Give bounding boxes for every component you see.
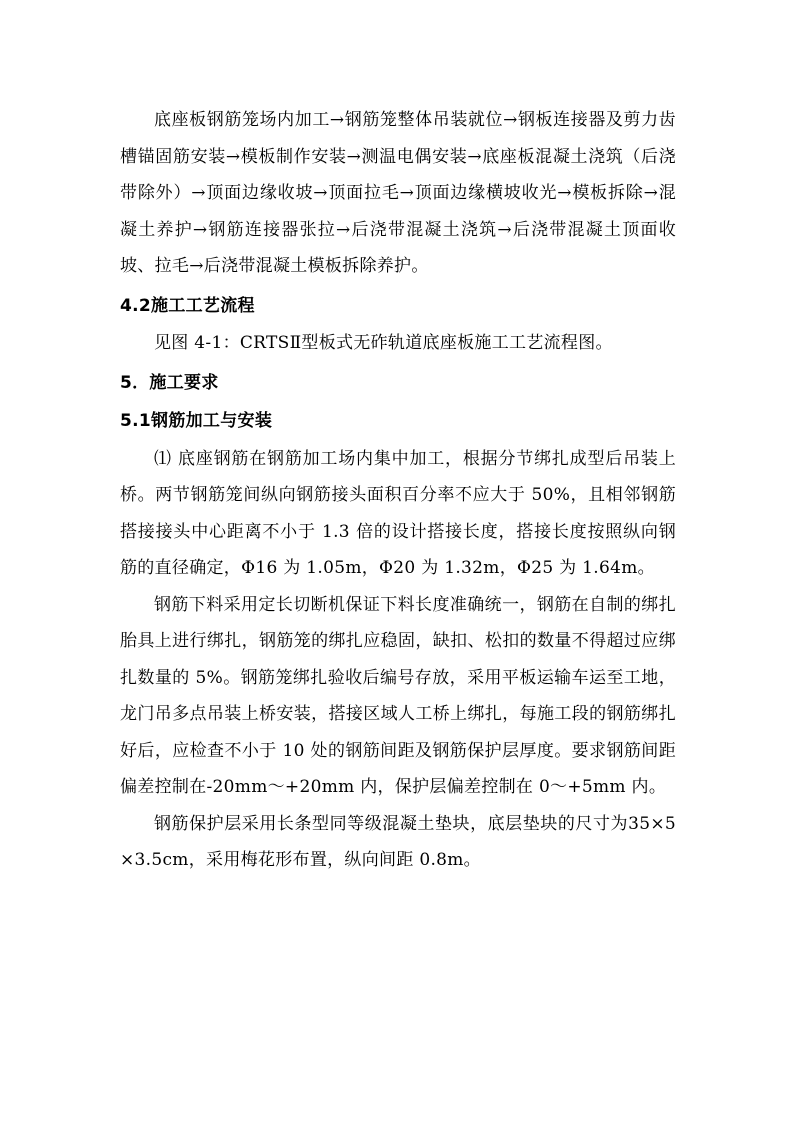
paragraph-rebar-processing: ⑴ 底座钢筋在钢筋加工场内集中加工，根据分节绑扎成型后吊装上桥。两节钢筋笼间纵向钢筋接头面积百分率不应大于 50%，且相邻钢筋搭接接头中心距离不小于 1.3 倍的设计搭接长度，搭接长度按照纵向钢筋的直径确定，Φ16 为 1.05m，Φ20 为 1.32m，Φ25 为 1.64m。 [120, 448, 676, 578]
paragraph-process-sequence: 底座板钢筋笼场内加工→钢筋笼整体吊装就位→钢板连接器及剪力齿槽锚固筋安装→模板制作安装→测温电偶安装→底座板混凝土浇筑（后浇带除外）→顶面边缘收坡→顶面拉毛→顶面边缘横坡收光→模板拆除→混凝土养护→钢筋连接器张拉→后浇带混凝土浇筑→后浇带混凝土顶面收坡、拉毛→后浇带混凝土模板拆除养护。 [120, 110, 676, 276]
paragraph-rebar-cutting-binding: 钢筋下料采用定长切断机保证下料长度准确统一，钢筋在自制的绑扎胎具上进行绑扎，钢筋笼的绑扎应稳固，缺扣、松扣的数量不得超过应绑扎数量的 5%。钢筋笼绑扎验收后编号存放，采用平板运输车运至工地，龙门吊多点吊装上桥安装，搭接区域人工桥上绑扎，每施工段的钢筋绑扎好后，应检查不小于 10 处的钢筋间距及钢筋保护层厚度。要求钢筋间距偏差控制在-20mm～+20mm 内，保护层偏差控制在 0～+5mm 内。 [120, 594, 676, 797]
paragraph-figure-reference: 见图 4-1：CRTSⅡ型板式无砟轨道底座板施工工艺流程图。 [154, 333, 613, 353]
heading-4-2-construction-process: 4.2施工工艺流程 [120, 295, 255, 316]
heading-5-1-rebar-processing: 5.1钢筋加工与安装 [120, 411, 273, 431]
paragraph-protective-layer: 钢筋保护层采用长条型同等级混凝土垫块，底层垫块的尺寸为35×5×3.5cm，采用梅花形布置，纵向间距 0.8m。 [120, 813, 676, 870]
heading-5-construction-requirements: 5．施工要求 [120, 372, 219, 393]
